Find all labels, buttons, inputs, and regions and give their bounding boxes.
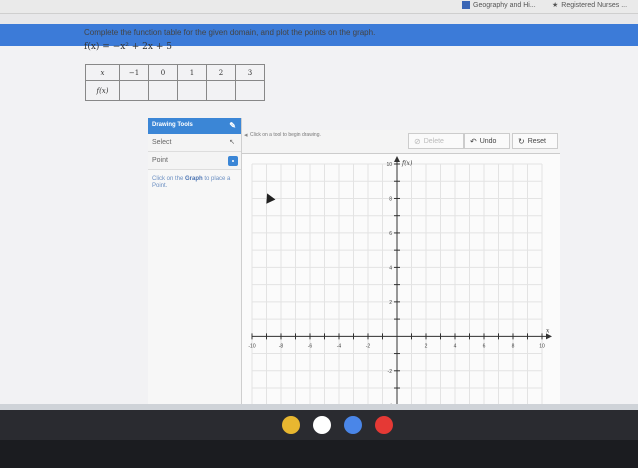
youtube-icon[interactable] — [375, 416, 393, 434]
y-axis-label: f(x) — [402, 160, 413, 167]
table-input-f[interactable] — [207, 81, 236, 101]
graph-canvas[interactable] — [242, 154, 560, 410]
wrench-icon: ✎ — [229, 121, 236, 130]
table-cell-x: −1 — [120, 65, 149, 81]
table-row-f — [86, 81, 265, 101]
table-cell-x: 3 — [236, 65, 265, 81]
function-table — [85, 64, 265, 101]
table-input-f[interactable] — [178, 81, 207, 101]
table-row-x — [86, 65, 265, 81]
drawing-tools-header: Drawing Tools ✎ — [148, 118, 241, 134]
browser-bookmarks-bar — [0, 0, 638, 14]
x-tick-label: 2 — [424, 343, 428, 350]
y-tick-label: 2 — [389, 299, 392, 306]
x-tick-label: 6 — [482, 343, 486, 350]
gmail-icon[interactable] — [313, 416, 331, 434]
laptop-bezel — [0, 440, 638, 468]
y-tick-label: -2 — [387, 368, 392, 375]
y-tick-label: 8 — [389, 196, 392, 203]
table-cell-x: 1 — [178, 65, 207, 81]
point-icon — [228, 156, 238, 166]
table-input-f[interactable] — [149, 81, 178, 101]
undo-icon: ↶ — [470, 136, 477, 146]
undo-button[interactable]: ↶ Undo — [464, 133, 510, 149]
table-header-x: x — [86, 65, 120, 81]
y-tick-label: 6 — [389, 230, 392, 237]
delete-button[interactable]: ⊘ Delete — [408, 133, 464, 149]
toolbar-hint: Click on a tool to begin drawing. — [250, 132, 321, 138]
table-header-f: f(x) — [86, 81, 120, 101]
bookmark-icon — [462, 1, 470, 9]
collapse-arrow-icon[interactable]: ◂ — [244, 132, 248, 139]
y-axis-arrow-icon — [394, 156, 400, 162]
graph-toolbar — [242, 130, 560, 154]
chrome-icon[interactable] — [282, 416, 300, 434]
tool-select[interactable]: Select ↖ — [148, 134, 241, 152]
docs-icon[interactable] — [344, 416, 362, 434]
x-tick-label: -4 — [336, 343, 342, 350]
star-icon: ★ — [552, 2, 559, 9]
tool-hint: Click on the Graph to place a Point. — [152, 176, 231, 189]
x-tick-label: -8 — [278, 343, 284, 350]
reset-icon: ↻ — [518, 136, 525, 146]
function-definition: f(x) = −x² + 2x + 5 — [84, 42, 172, 52]
delete-icon: ⊘ — [414, 136, 421, 146]
pointer-icon: ↖ — [229, 139, 235, 146]
table-input-f[interactable] — [236, 81, 265, 101]
bookmark-geography[interactable]: Geography and Hi... — [462, 1, 536, 9]
problem-instruction: Complete the function table for the given domain, and plot the points on the graph. — [84, 28, 376, 37]
tool-point[interactable]: Point — [148, 152, 241, 170]
header-fade — [0, 14, 638, 24]
x-tick-label: -6 — [307, 343, 313, 350]
y-tick-label: 10 — [386, 162, 392, 168]
drawing-tools-panel — [148, 118, 242, 408]
table-input-f[interactable] — [120, 81, 149, 101]
x-tick-label: -2 — [365, 343, 371, 350]
coordinate-plane[interactable] — [242, 154, 560, 410]
bookmark-nurses[interactable]: ★ Registered Nurses ... — [552, 1, 628, 9]
x-axis-label: x — [546, 327, 550, 335]
table-cell-x: 2 — [207, 65, 236, 81]
x-tick-label: 10 — [539, 343, 545, 350]
x-tick-label: -10 — [248, 343, 256, 350]
table-cell-x: 0 — [149, 65, 178, 81]
x-tick-label: 8 — [511, 343, 515, 350]
x-tick-label: 4 — [453, 343, 457, 350]
y-tick-label: 4 — [389, 265, 392, 272]
reset-button[interactable]: ↻ Reset — [512, 133, 558, 149]
